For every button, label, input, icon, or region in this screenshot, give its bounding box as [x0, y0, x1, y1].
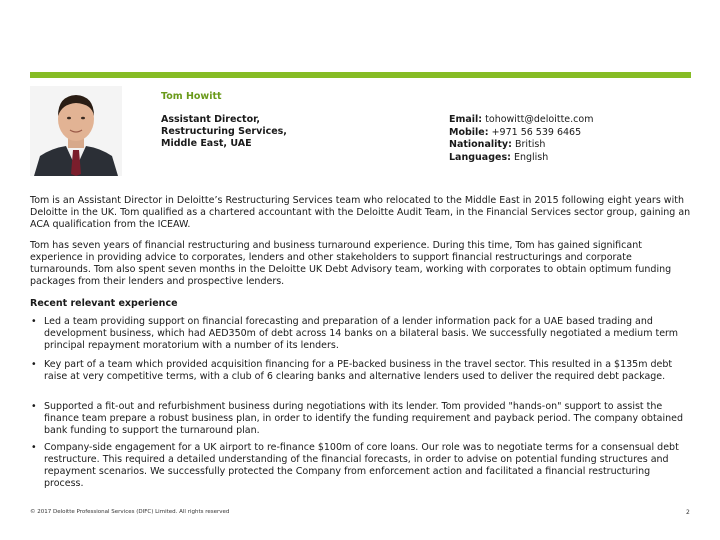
list-item — [30, 442, 692, 490]
mobile-value: +971 56 539 6465 — [491, 126, 582, 138]
copyright-footer: © 2017 Deloitte Professional Services (DIFC) Limited. All rights reserved — [30, 509, 230, 515]
experience-heading: Recent relevant experience — [30, 298, 178, 309]
languages-label: Languages: — [449, 151, 511, 163]
contact-details — [449, 114, 593, 164]
email-label: Email: — [449, 114, 483, 125]
list-item-text: Company-side engagement for a UK airport to re-finance $100m of core loans. Our role was to negotiate terms for a consensual debt restructure. This required a detailed understanding of the financial forecasts, in order to advise on potential funding structures and repayment scenarios. We successfully protected the Company from enforcement action and facilitated a financial restructuring process. — [44, 442, 679, 489]
email-row — [449, 114, 593, 127]
bio-paragraph-2: Tom has seven years of financial restructuring and business turnaround experience. During this time, Tom has gained significant experience in providing advice to corporates, lenders and other stakeholders to support financial restructurings and corporate turnarounds. Tom also spent seven months in the Deloitte UK Debt Advisory team, working with corporates to obtain optimum funding packages from their lenders and prospective lenders. — [30, 240, 672, 287]
nationality-value: British — [514, 139, 546, 150]
mobile-label: Mobile: — [449, 126, 489, 138]
languages-value: English — [513, 151, 549, 163]
list-item-text: Key part of a team which provided acquisition financing for a PE-backed business in the travel sector. This resulted in a $135m debt raise at very competitive terms, with a club of 6 clearing banks and alternative lenders used to deliver the required debt package. — [44, 359, 673, 382]
email-value: tohowitt@deloitte.com — [485, 114, 594, 125]
profile-photo — [30, 86, 122, 176]
bullet-icon: • — [31, 442, 37, 453]
list-item — [30, 359, 692, 383]
bullet-icon: • — [31, 359, 37, 370]
page-number: 2 — [686, 509, 690, 516]
nationality-label: Nationality: — [449, 139, 512, 150]
bullet-icon: • — [31, 401, 37, 412]
header-accent-bar — [30, 72, 691, 78]
profile-name: Tom Howitt — [161, 91, 222, 102]
role-line: Middle East, UAE — [161, 138, 252, 149]
bullet-icon: • — [31, 316, 37, 327]
nationality-row — [449, 139, 593, 152]
role-line: Assistant Director, — [161, 114, 261, 125]
list-item-text: Led a team providing support on financial forecasting and preparation of a lender information pack for a UAE based trading and development business, which had AED350m of debt across 14 banks on a bilateral basis. We successfully negotiated a medium term principal repayment moratorium with a number of its lenders. — [44, 316, 679, 351]
mobile-row — [449, 127, 593, 140]
bio-paragraph-1: Tom is an Assistant Director in Deloitte’s Restructuring Services team who relocated to the Middle East in 2015 following eight years with Deloitte in the UK. Tom qualified as a chartered accountant with the Deloitte Audit Team, in the Financial Services sector group, gaining an ACA qualification from the ICEAW. — [30, 195, 691, 230]
list-item — [30, 401, 692, 437]
profile-role — [161, 114, 341, 150]
role-line: Restructuring Services, — [161, 126, 287, 137]
list-item-text: Supported a fit-out and refurbishment business during negotiations with its lender. Tom provided "hands-on" support to assist the finance team prepare a robust business plan, in order to identify the funding requirement and payback period. The company obtained bank funding to support the turnaround plan. — [44, 401, 684, 436]
languages-row — [449, 152, 593, 165]
list-item — [30, 316, 692, 352]
